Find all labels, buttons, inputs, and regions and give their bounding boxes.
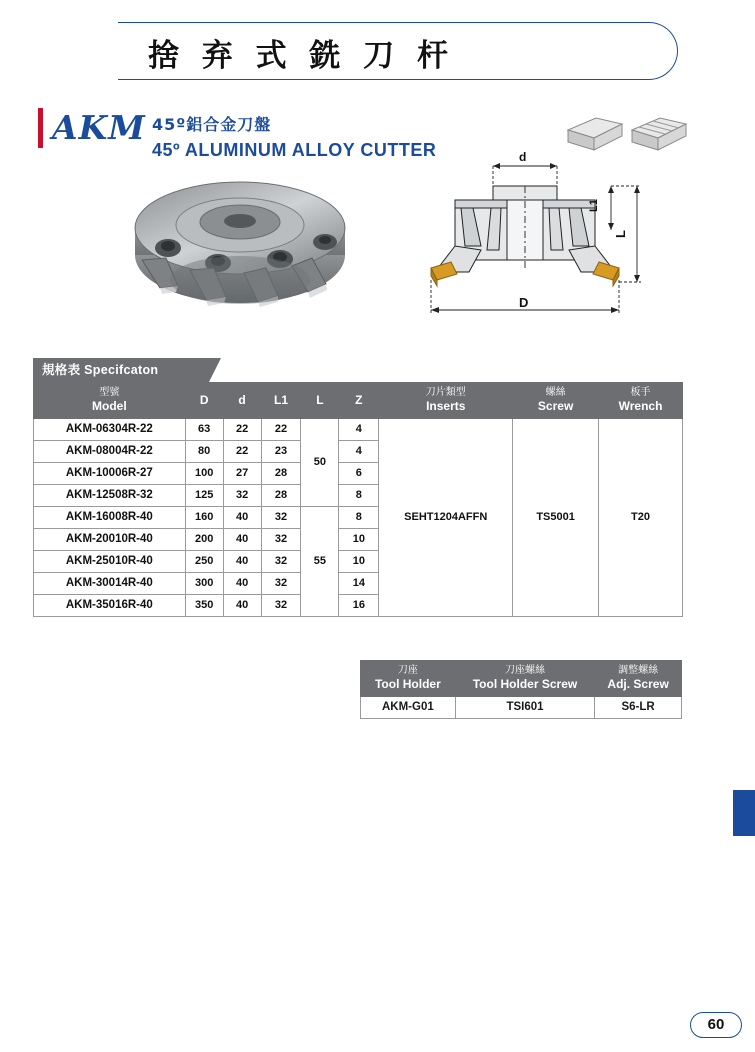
cell-screw: TS5001 xyxy=(513,418,599,616)
table-row: AKM-10006R-27 100 27 28 6 xyxy=(34,462,683,484)
col-model: 型號 Model xyxy=(34,383,186,419)
technical-drawing xyxy=(395,150,655,335)
col-adj-screw: 調整螺絲 Adj. Screw xyxy=(595,661,682,697)
page-number: 60 xyxy=(690,1012,742,1038)
spec-table xyxy=(33,382,683,617)
col-tool-holder-screw: 刀座螺絲 Tool Holder Screw xyxy=(455,661,594,697)
section-side-tab xyxy=(733,790,755,836)
cell-tool-holder-screw: TSI601 xyxy=(455,696,594,718)
col-D: D xyxy=(185,383,223,419)
dim-L-label: L xyxy=(613,230,628,238)
accessory-table-header-row xyxy=(361,661,682,697)
dim-L1-label: L1 xyxy=(588,199,600,212)
col-L1: L1 xyxy=(261,383,301,419)
col-inserts: 刀片類型 Inserts xyxy=(379,383,513,419)
accessory-table xyxy=(360,660,682,719)
col-tool-holder: 刀座 Tool Holder xyxy=(361,661,456,697)
col-screw: 螺絲 Screw xyxy=(513,383,599,419)
col-d: d xyxy=(223,383,261,419)
table-row: AKM-12508R-32 125 32 28 8 xyxy=(34,484,683,506)
table-row: AKM-20010R-40 200 40 32 10 xyxy=(34,528,683,550)
cell-inserts: SEHT1204AFFN xyxy=(379,418,513,616)
spec-table-tab: 規格表 Specifcaton xyxy=(33,358,209,382)
brand-subtitle-cn: 45º鋁合金刀盤 xyxy=(152,115,272,134)
cell-L-group-2: 55 xyxy=(301,506,339,616)
product-photo xyxy=(120,160,370,325)
col-L: L xyxy=(301,383,339,419)
table-row: AKM-08004R-22 80 22 23 4 xyxy=(34,440,683,462)
page-title: 捨 弃 式 銑 刀 杆 xyxy=(148,38,454,74)
table-row: AKM-06304R-22 63 22 22 50 4 SEHT1204AFFN TS5001 T20 xyxy=(34,418,683,440)
dim-d-label: d xyxy=(519,150,527,164)
table-row: AKM-25010R-40 250 40 32 10 xyxy=(34,550,683,572)
brand-name: AKM xyxy=(52,108,146,147)
brand-accent-rule xyxy=(38,108,43,148)
dim-D-label: D xyxy=(519,295,529,310)
col-Z: Z xyxy=(339,383,379,419)
cell-tool-holder: AKM-G01 xyxy=(361,696,456,718)
cell-wrench: T20 xyxy=(599,418,683,616)
brand-subtitle-en: 45º ALUMINUM ALLOY CUTTER xyxy=(152,140,437,160)
spec-table-header-row xyxy=(34,383,683,419)
table-row: AKM-30014R-40 300 40 32 14 xyxy=(34,572,683,594)
col-wrench: 板手 Wrench xyxy=(599,383,683,419)
table-row xyxy=(361,696,682,718)
table-row: AKM-35016R-40 350 40 32 16 xyxy=(34,594,683,616)
cell-L-group-1: 50 xyxy=(301,418,339,506)
cell-adj-screw: S6-LR xyxy=(595,696,682,718)
table-row: AKM-16008R-40 160 40 32 55 8 xyxy=(34,506,683,528)
